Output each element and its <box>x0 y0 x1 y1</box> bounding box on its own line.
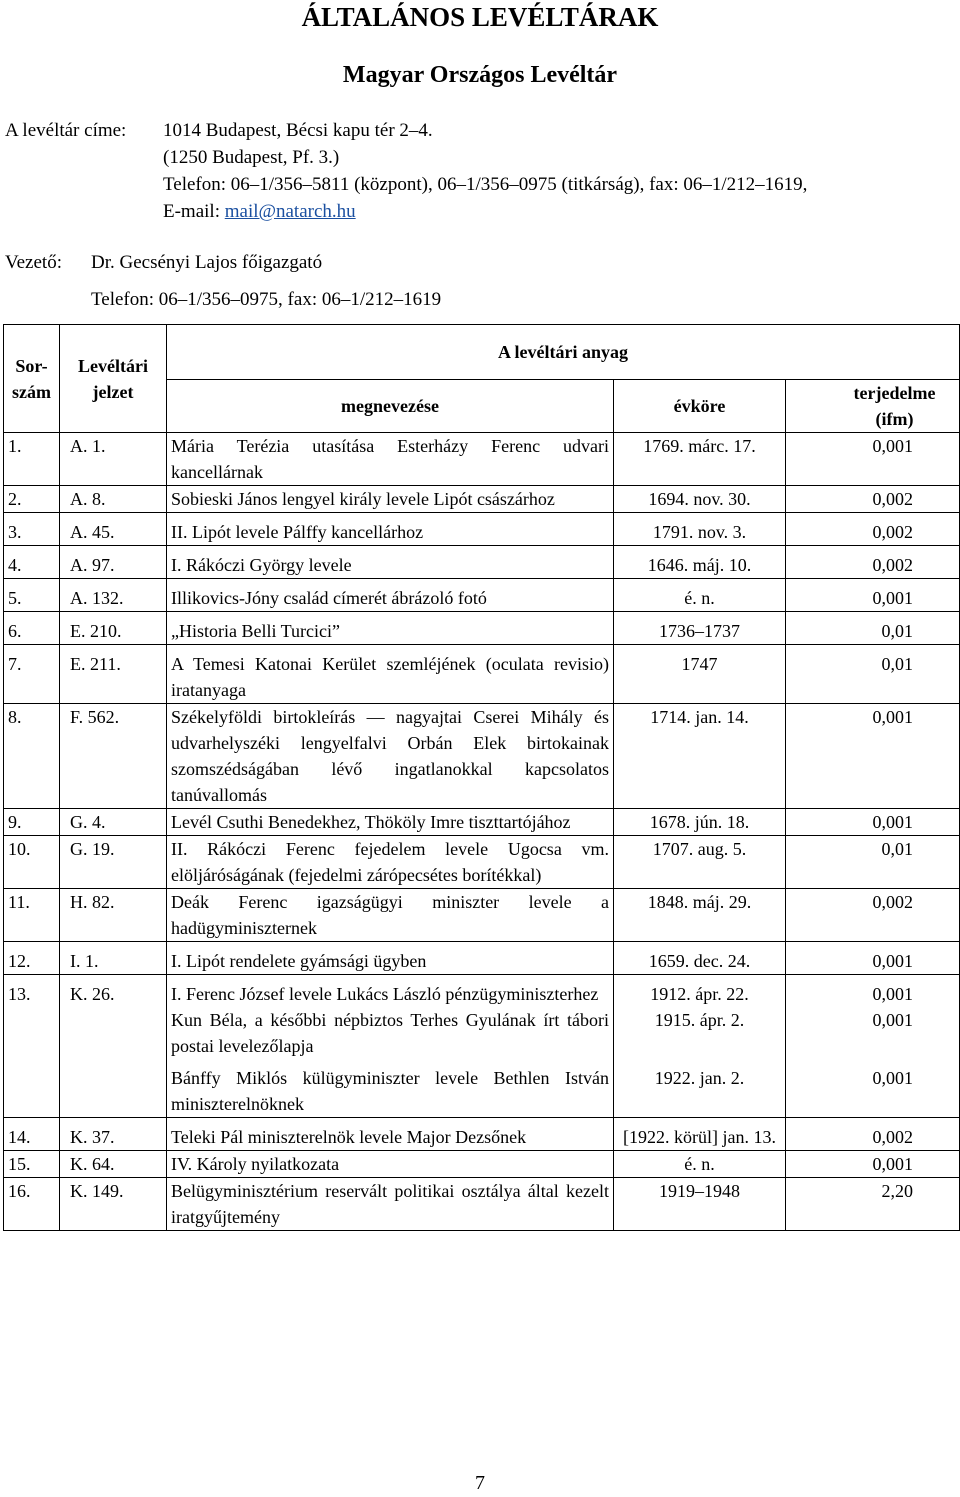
table-row <box>4 836 960 889</box>
table-row <box>4 546 960 579</box>
row-date: 1922. jan. 2. <box>614 1059 786 1118</box>
header-jelzet: Levéltári jelzet <box>60 325 167 433</box>
address-block <box>5 117 807 225</box>
row-date: [1922. körül] jan. 13. <box>614 1118 786 1151</box>
row-number: 2. <box>4 486 60 513</box>
table-row <box>4 612 960 645</box>
row-code: A. 8. <box>60 486 167 513</box>
row-size: 0,001 <box>786 975 960 1008</box>
row-number: 7. <box>4 645 60 704</box>
row-description: Levél Csuthi Benedekhez, Thököly Imre tiszttartójához <box>167 809 614 836</box>
row-description: Deák Ferenc igazságügyi miniszter levele a hadügyminiszternek <box>167 889 614 942</box>
table-row <box>4 1059 960 1118</box>
row-date: 1747 <box>614 645 786 704</box>
row-description: Kun Béla, a későbbi népbiztos Terhes Gyulának írt tábori postai levelezőlapja <box>167 1007 614 1059</box>
row-size: 0,001 <box>786 433 960 486</box>
email-label: E-mail: <box>163 201 220 222</box>
row-description: Teleki Pál miniszterelnök levele Major Dezsőnek <box>167 1118 614 1151</box>
row-number <box>4 1059 60 1118</box>
row-number: 15. <box>4 1151 60 1178</box>
row-size: 0,001 <box>786 1151 960 1178</box>
table-row <box>4 486 960 513</box>
row-description: I. Ferenc József levele Lukács László pénzügyminiszterhez <box>167 975 614 1008</box>
table-row <box>4 1007 960 1059</box>
row-date: 1769. márc. 17. <box>614 433 786 486</box>
row-number: 13. <box>4 975 60 1008</box>
row-code: E. 211. <box>60 645 167 704</box>
table-row <box>4 513 960 546</box>
row-size: 0,001 <box>786 1059 960 1118</box>
row-description: IV. Károly nyilatkozata <box>167 1151 614 1178</box>
row-number: 3. <box>4 513 60 546</box>
row-date: 1646. máj. 10. <box>614 546 786 579</box>
director-name: Dr. Gecsényi Lajos főigazgató <box>91 252 323 273</box>
row-date: 1736–1737 <box>614 612 786 645</box>
row-size: 0,002 <box>786 1118 960 1151</box>
row-date: 1919–1948 <box>614 1178 786 1231</box>
table-row <box>4 1151 960 1178</box>
row-number: 14. <box>4 1118 60 1151</box>
table-row <box>4 645 960 704</box>
row-number: 5. <box>4 579 60 612</box>
phone-line: Telefon: 06–1/356–5811 (központ), 06–1/356–0975 (titkárság), fax: 06–1/212–1619, <box>163 174 808 195</box>
row-date: 1678. jún. 18. <box>614 809 786 836</box>
row-size: 0,002 <box>786 486 960 513</box>
row-date: é. n. <box>614 579 786 612</box>
row-description: A Temesi Katonai Kerület szemléjének (oculata revisio) iratanyaga <box>167 645 614 704</box>
row-code: E. 210. <box>60 612 167 645</box>
table-row <box>4 942 960 975</box>
row-size: 0,001 <box>786 704 960 809</box>
row-date: é. n. <box>614 1151 786 1178</box>
postal-address: (1250 Budapest, Pf. 3.) <box>163 147 340 168</box>
table-row <box>4 433 960 486</box>
row-description: Belügyminisztérium reservált politikai osztálya által kezelt iratgyűjtemény <box>167 1178 614 1231</box>
row-number: 6. <box>4 612 60 645</box>
address-label: A levéltár címe: <box>5 120 127 141</box>
row-code: A. 1. <box>60 433 167 486</box>
row-number <box>4 1007 60 1059</box>
row-number: 9. <box>4 809 60 836</box>
row-code: G. 4. <box>60 809 167 836</box>
row-code: K. 149. <box>60 1178 167 1231</box>
records-table <box>3 324 960 1231</box>
row-number: 4. <box>4 546 60 579</box>
row-date: 1694. nov. 30. <box>614 486 786 513</box>
header-megnevezese: megnevezése <box>167 380 614 433</box>
row-description: Mária Terézia utasítása Esterházy Ferenc udvari kancellárnak <box>167 433 614 486</box>
row-number: 8. <box>4 704 60 809</box>
row-size: 0,001 <box>786 809 960 836</box>
row-date: 1707. aug. 5. <box>614 836 786 889</box>
row-size: 0,01 <box>786 612 960 645</box>
row-number: 16. <box>4 1178 60 1231</box>
header-sorszam: Sor-szám <box>4 325 60 433</box>
row-date: 1915. ápr. 2. <box>614 1007 786 1059</box>
row-size: 0,002 <box>786 546 960 579</box>
row-date: 1659. dec. 24. <box>614 942 786 975</box>
table-row <box>4 1118 960 1151</box>
table-row <box>4 975 960 1008</box>
header-terjedelme: terjedelme (ifm) <box>786 380 960 433</box>
page-title: ÁLTALÁNOS LEVÉLTÁRAK <box>301 2 659 32</box>
row-description: Sobieski János lengyel király levele Lipót császárhoz <box>167 486 614 513</box>
email-link[interactable]: mail@natarch.hu <box>224 201 356 222</box>
row-description: II. Lipót levele Pálffy kancellárhoz <box>167 513 614 546</box>
row-code: K. 64. <box>60 1151 167 1178</box>
row-code: A. 97. <box>60 546 167 579</box>
row-description: Székelyföldi birtokleírás — nagyajtai Cserei Mihály és udvarhelyszéki lengyelfalvi Orbán Elek birtokainak szomszédságában lévő ingatlanokkal kapcsolatos tanúvallomás <box>167 704 614 809</box>
address-line: 1014 Budapest, Bécsi kapu tér 2–4. <box>163 120 433 141</box>
table-row <box>4 704 960 809</box>
header-evkore: évköre <box>614 380 786 433</box>
row-date: 1714. jan. 14. <box>614 704 786 809</box>
row-number: 1. <box>4 433 60 486</box>
row-size: 0,01 <box>786 645 960 704</box>
row-date: 1791. nov. 3. <box>614 513 786 546</box>
table-row <box>4 889 960 942</box>
director-block <box>5 244 441 318</box>
row-size: 0,001 <box>786 579 960 612</box>
table-row <box>4 579 960 612</box>
row-code: G. 19. <box>60 836 167 889</box>
row-description: I. Lipót rendelete gyámsági ügyben <box>167 942 614 975</box>
row-size: 0,002 <box>786 889 960 942</box>
table-row <box>4 1178 960 1231</box>
row-code: K. 26. <box>60 975 167 1008</box>
row-code <box>60 1059 167 1118</box>
row-size: 0,001 <box>786 1007 960 1059</box>
row-description: I. Rákóczi György levele <box>167 546 614 579</box>
director-phone: Telefon: 06–1/356–0975, fax: 06–1/212–1619 <box>91 289 442 310</box>
row-code: A. 45. <box>60 513 167 546</box>
email-line <box>5 198 807 225</box>
header-anyag: A levéltári anyag <box>167 325 960 380</box>
row-code: A. 132. <box>60 579 167 612</box>
row-number: 11. <box>4 889 60 942</box>
row-code <box>60 1007 167 1059</box>
row-date: 1848. máj. 29. <box>614 889 786 942</box>
row-description: „Historia Belli Turcici” <box>167 612 614 645</box>
row-description: II. Rákóczi Ferenc fejedelem levele Ugocsa vm. elöljáróságának (fejedelmi zárópecsétes borítékkal) <box>167 836 614 889</box>
row-size: 0,01 <box>786 836 960 889</box>
table-row <box>4 809 960 836</box>
row-description: Bánffy Miklós külügyminiszter levele Bethlen István miniszterelnöknek <box>167 1059 614 1118</box>
row-date: 1912. ápr. 22. <box>614 975 786 1008</box>
row-size: 0,002 <box>786 513 960 546</box>
row-code: F. 562. <box>60 704 167 809</box>
row-code: H. 82. <box>60 889 167 942</box>
row-description: Illikovics-Jóny család címerét ábrázoló fotó <box>167 579 614 612</box>
director-label: Vezető: <box>5 252 62 273</box>
row-size: 0,001 <box>786 942 960 975</box>
row-number: 12. <box>4 942 60 975</box>
row-size: 2,20 <box>786 1178 960 1231</box>
row-code: I. 1. <box>60 942 167 975</box>
row-number: 10. <box>4 836 60 889</box>
row-code: K. 37. <box>60 1118 167 1151</box>
page-number: 7 <box>475 1472 485 1494</box>
archive-name: Magyar Országos Levéltár <box>342 62 618 88</box>
